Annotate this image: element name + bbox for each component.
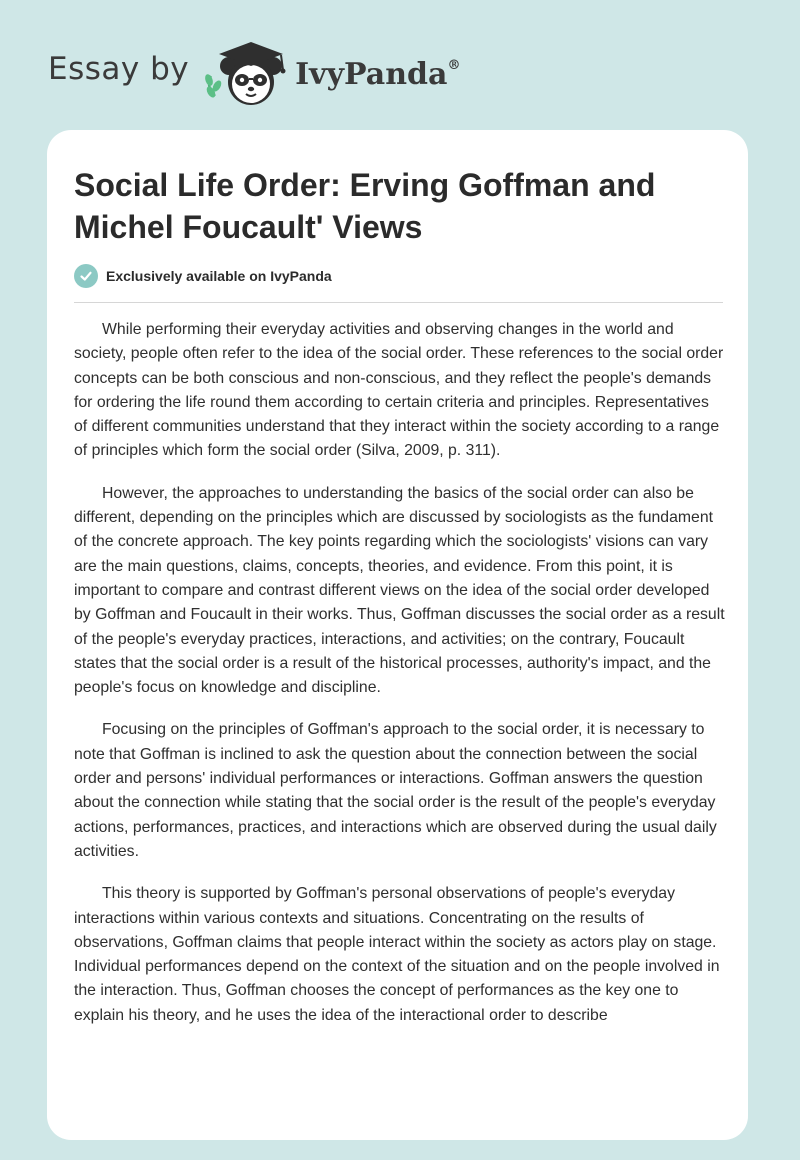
paragraph: This theory is supported by Goffman's personal observations of people's everyday interactions within various contexts and situations. Concentrating on the results of observations, Goffman claims that people interact within the society as actors play on stage. Individual performances depend on the context of the situation and on the people involved in the interaction. Thus, Goffman chooses the concept of performances as the key one to explain his theory, and he uses the idea of the interactional order to describe: [74, 885, 720, 1024]
check-icon: [74, 264, 98, 288]
badge-text: Exclusively available on IvyPanda: [106, 268, 332, 284]
essay-by-label: Essay by: [48, 51, 190, 87]
essay-body: [74, 318, 726, 1128]
paragraph: Focusing on the principles of Goffman's approach to the social order, it is necessary to note that Goffman is inclined to ask the question about the connection between the social order and persons' individual performances or interactions. Goffman answers the question about the connection while stating that the social order is the result of the people's everyday actions, performances, practices, and interactions which are observed during the usual daily activities.: [74, 721, 717, 860]
divider: [74, 302, 723, 303]
paragraph: While performing their everyday activities and observing changes in the world and society, people often refer to the idea of the social order. These references to the social order concepts can be both conscious and non-conscious, and they reflect the people's demands for ordering the life round them according to certain criteria and principles. Representatives of different communities understand that they interact within the society according to a range of principles which form the social order (Silva, 2009, p. 311).: [74, 321, 724, 460]
panda-graduate-icon[interactable]: [203, 36, 293, 108]
paragraph: However, the approaches to understanding the basics of the social order can also be different, depending on the principles which are discussed by sociologists as the fundament of the concrete approach. The key points regarding which the sociologists' visions can vary are the main questions, claims, concepts, theories, and evidence. From this point, it is important to compare and contrast different views on the idea of the social order developed by Goffman and Foucault in their works. Thus, Goffman discusses the social order as a result of the people's everyday practices, interactions, and activities; on the contrary, Foucault states that the social order is a result of the historical processes, authority's impact, and the people's focus on knowledge and discipline.: [74, 484, 725, 697]
site-header: [48, 36, 460, 108]
page-title: Social Life Order: Erving Goffman and Michel Foucault' Views: [74, 167, 656, 245]
brand-name[interactable]: IvyPanda®: [295, 56, 461, 92]
registered-mark: ®: [447, 57, 461, 73]
essay-card: [47, 130, 748, 1140]
exclusive-badge: [74, 264, 332, 288]
